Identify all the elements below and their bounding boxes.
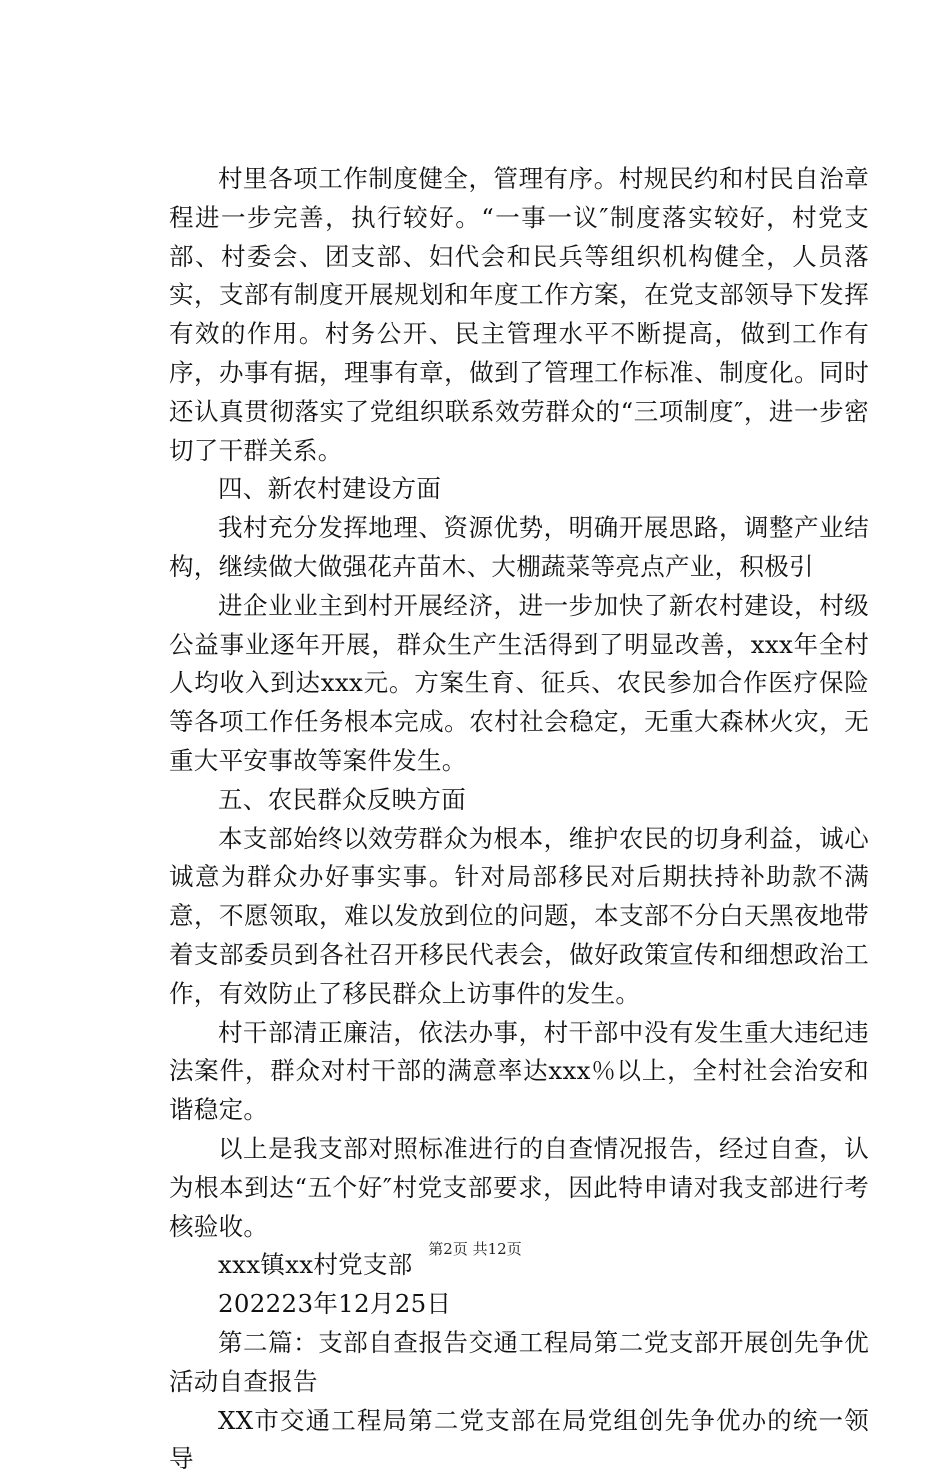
paragraph-system-management: 村里各项工作制度健全，管理有序。村规民约和村民自治章程进一步完善，执行较好。“一事一议″制度落实较好，村党支部、村委会、团支部、妇代会和民兵等组织机构健全，人员落实，支部有制度开展规划和年度工作方案，在党支部领导下发挥有效的作用。村务公开、民主管理水平不断提高，做到工作有序，办事有据，理事有章，做到了管理工作标准、制度化。同时还认真贯彻落实了党组织联系效劳群众的“三项制度″，进一步密切了干群关系。 <box>169 160 869 470</box>
paragraph-resource-advantages: 我村充分发挥地理、资源优势，明确开展思路，调整产业结构，继续做大做强花卉苗木、大棚蔬菜等亮点产业，积极引 <box>169 509 869 587</box>
section-heading-feedback: 五、农民群众反映方面 <box>169 781 869 820</box>
section-heading-new-village: 四、新农村建设方面 <box>169 470 869 509</box>
section-title-second-article: 第二篇：支部自查报告交通工程局第二党支部开展创先争优活动自查报告 <box>169 1324 869 1402</box>
paragraph-serving-masses: 本支部始终以效劳群众为根本，维护农民的切身利益，诚心诚意为群众办好事实事。针对局部移民对后期扶持补助款不满意，不愿领取，难以发放到位的问题，本支部不分白天黑夜地带着支部委员到各社召开移民代表会，做好政策宣传和细想政治工作，有效防止了移民群众上访事件的发生。 <box>169 820 869 1014</box>
signature-date: 202223年12月25日 <box>169 1285 869 1324</box>
paragraph-integrity: 村干部清正廉洁，依法办事，村干部中没有发生重大违纪违法案件，群众对村干部的满意率达xxx％以上，全村社会治安和谐稳定。 <box>169 1014 869 1130</box>
paragraph-economic-development: 进企业业主到村开展经济，进一步加快了新农村建设，村级公益事业逐年开展，群众生产生活得到了明显改善，xxx年全村人均收入到达xxx元。方案生育、征兵、农民参加合作医疗保险等各项工作任务根本完成。农村社会稳定，无重大森林火灾，无重大平安事故等案件发生。 <box>169 587 869 781</box>
document-body <box>169 160 869 1479</box>
paragraph-conclusion: 以上是我支部对照标准进行的自查情况报告，经过自查，认为根本到达“五个好″村党支部要求，因此特申请对我支部进行考核验收。 <box>169 1130 869 1246</box>
paragraph-second-article-opening: XX市交通工程局第二党支部在局党组创先争优办的统一领导 <box>169 1402 869 1479</box>
page-footer: 第2页 共12页 <box>0 1238 950 1260</box>
signature-organization: xxx镇xx村党支部 <box>169 1246 869 1285</box>
